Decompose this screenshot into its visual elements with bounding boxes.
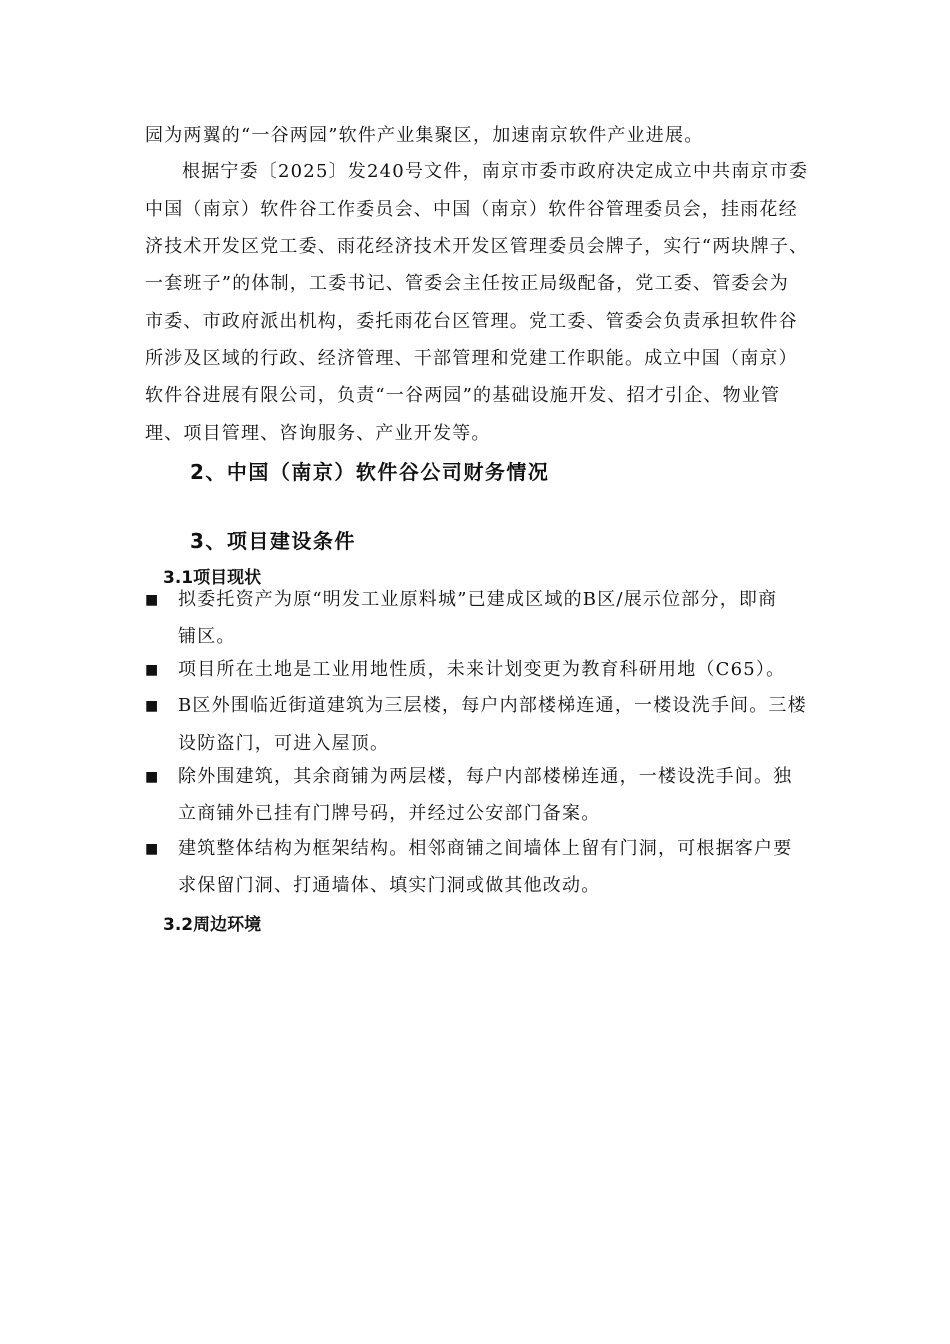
bullet-icon: ■ bbox=[145, 592, 159, 608]
paragraph-line: 园为两翼的“一谷两园”软件产业集聚区，加速南京软件产业进展。 bbox=[145, 125, 704, 146]
paragraph-line: 软件谷进展有限公司，负责“一谷两园”的基础设施开发、招才引企、物业管 bbox=[145, 385, 781, 406]
bullet-line: B区外围临近街道建筑为三层楼，每户内部楼梯连通，一楼设洗手间。三楼 bbox=[178, 695, 807, 716]
bullet-line: 立商铺外已挂有门牌号码，并经过公安部门备案。 bbox=[178, 803, 601, 824]
bullet-line: 项目所在土地是工业用地性质，未来计划变更为教育科研用地（C65）。 bbox=[178, 659, 786, 680]
paragraph-line: 一套班子”的体制，工委书记、管委会主任按正局级配备，党工委、管委会为 bbox=[145, 273, 789, 294]
bullet-line: 求保留门洞、打通墙体、填实门洞或做其他改动。 bbox=[178, 875, 601, 896]
section-heading: 2、中国（南京）软件谷公司财务情况 bbox=[190, 460, 550, 484]
paragraph-line: 中国（南京）软件谷工作委员会、中国（南京）软件谷管理委员会，挂雨花经 bbox=[145, 199, 798, 220]
bullet-line: 拟委托资产为原“明发工业原料城”已建成区域的B区/展示位部分，即商 bbox=[178, 589, 778, 610]
paragraph-line: 理、项目管理、咨询服务、产业开发等。 bbox=[145, 423, 491, 444]
paragraph-line: 根据宁委〔2025〕发240号文件，南京市委市政府决定成立中共南京市委 bbox=[182, 161, 809, 182]
bullet-icon: ■ bbox=[145, 841, 159, 857]
bullet-line: 除外围建筑，其余商铺为两层楼，每户内部楼梯连通，一楼设洗手间。独 bbox=[178, 766, 793, 787]
bullet-icon: ■ bbox=[145, 662, 159, 678]
bullet-icon: ■ bbox=[145, 698, 159, 714]
bullet-icon: ■ bbox=[145, 769, 159, 785]
paragraph-line: 市委、市政府派出机构，委托雨花台区管理。党工委、管委会负责承担软件谷 bbox=[145, 311, 798, 332]
section-heading: 3、项目建设条件 bbox=[190, 529, 356, 553]
paragraph-line: 所涉及区域的行政、经济管理、干部管理和党建工作职能。成立中国（南京） bbox=[145, 348, 798, 369]
paragraph-line: 济技术开发区党工委、雨花经济技术开发区管理委员会牌子，实行“两块牌子、 bbox=[145, 236, 809, 257]
subsection-heading: 3.1项目现状 bbox=[163, 568, 262, 588]
bullet-line: 铺区。 bbox=[178, 626, 236, 647]
subsection-heading: 3.2周边环境 bbox=[163, 915, 262, 935]
bullet-line: 建筑整体结构为框架结构。相邻商铺之间墙体上留有门洞，可根据客户要 bbox=[178, 838, 793, 859]
bullet-line: 设防盗门，可进入屋顶。 bbox=[178, 733, 390, 754]
